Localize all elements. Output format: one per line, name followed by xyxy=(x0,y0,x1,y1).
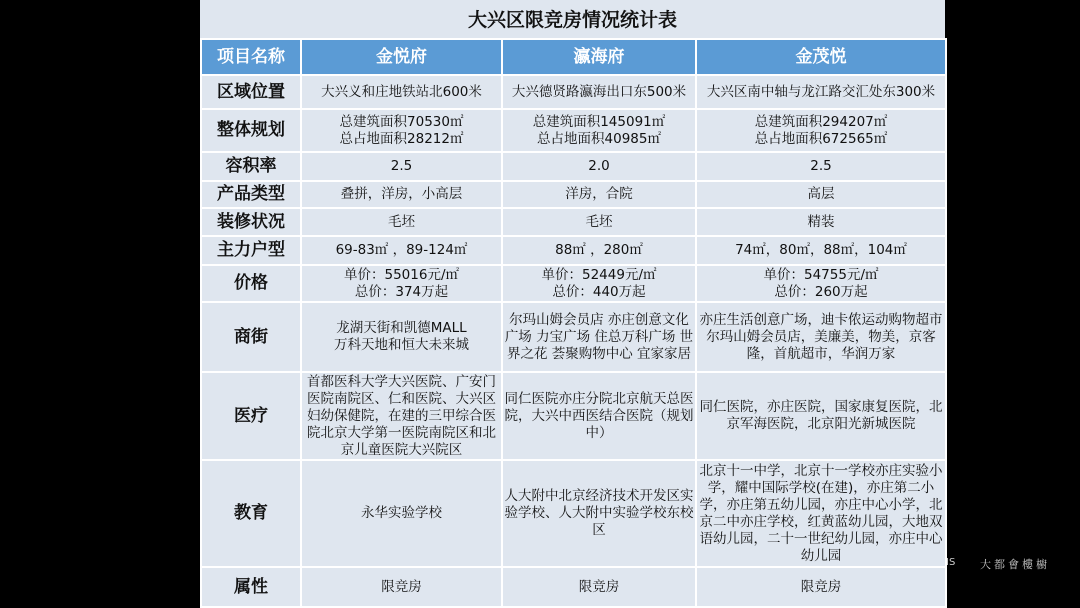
cell-text: 首都医科大学大兴医院、广安门医院南院区、仁和医院、大兴区妇幼保健院，在建的三甲综合医院北京大学第一医院南院区和北京儿童医院大兴院区 xyxy=(307,373,496,458)
table-row xyxy=(201,181,946,208)
cell-text: 单价：54755元/㎡ xyxy=(763,266,879,283)
row-label: 教育 xyxy=(201,460,301,567)
cell-text: 总占地面积672565㎡ xyxy=(754,130,888,147)
table-cell xyxy=(301,75,502,109)
table-cell xyxy=(502,372,696,460)
row-label: 区域位置 xyxy=(201,75,301,109)
cell-text: 大兴义和庄地铁站北600米 xyxy=(321,83,482,100)
row-label: 容积率 xyxy=(201,152,301,181)
table-cell xyxy=(301,208,502,236)
table-cell xyxy=(502,181,696,208)
table-cell xyxy=(301,236,502,265)
cell-text: 高层 xyxy=(807,186,835,202)
table-row xyxy=(201,460,946,567)
table-cell xyxy=(301,567,502,607)
slide xyxy=(200,0,945,606)
table-cell xyxy=(301,109,502,152)
table-cell xyxy=(502,265,696,302)
watermark-logo: 大都會樓櫥 xyxy=(980,558,1050,571)
cell-text: 永华实验学校 xyxy=(361,505,442,521)
table-row xyxy=(201,372,946,460)
table-cell xyxy=(301,372,502,460)
watermark-text: IS xyxy=(946,557,956,568)
header-row xyxy=(201,39,946,75)
table-cell xyxy=(696,567,946,607)
cell-text: 同仁医院，亦庄医院，国家康复医院，北京军海医院，北京阳光新城医院 xyxy=(699,399,943,432)
cell-text: 69-83㎡ ，89-124㎡ xyxy=(335,242,468,258)
cell-text: 毛坯 xyxy=(388,213,415,230)
cell-text: 总建筑面积294207㎡ xyxy=(754,113,888,130)
table-row xyxy=(201,109,946,152)
cell-text: 2.5 xyxy=(810,158,832,174)
table-cell xyxy=(502,460,696,567)
table-cell xyxy=(301,265,502,302)
cell-text: 大兴德贤路瀛海出口东500米 xyxy=(511,83,687,100)
row-label: 属性 xyxy=(201,567,301,607)
cell-text: 总建筑面积145091㎡ xyxy=(532,113,666,130)
cell-text: 总价：374万起 xyxy=(354,283,449,300)
cell-text: 88㎡ ，280㎡ xyxy=(555,242,643,258)
cell-text: 限竞房 xyxy=(800,578,842,595)
cell-text: 北京十一中学，北京十一学校亦庄实验小学，耀中国际学校(在建)，亦庄第二小学，亦庄第五幼儿园，亦庄中心小学，北京二中亦庄学校，红黄蓝幼儿园，大地双语幼儿园，二十一世纪幼儿园，亦庄中心幼儿园 xyxy=(699,462,943,564)
table-cell xyxy=(696,208,946,236)
cell-text: 单价：55016元/㎡ xyxy=(344,266,459,283)
table-cell xyxy=(502,567,696,607)
table-cell xyxy=(502,152,696,181)
table-row xyxy=(201,208,946,236)
cell-text: 人大附中北京经济技术开发区实验学校、人大附中实验学校东校区 xyxy=(504,488,694,538)
table-cell xyxy=(301,302,502,372)
table-cell xyxy=(502,302,696,372)
table-cell xyxy=(301,460,502,567)
cell-text: 总建筑面积70530㎡ xyxy=(339,113,464,130)
cell-text: 叠拼，洋房，小高层 xyxy=(340,186,463,202)
header-project: 瀛海府 xyxy=(502,39,696,75)
cell-text: 毛坯 xyxy=(585,213,613,230)
table-row xyxy=(201,567,946,607)
cell-text: 限竞房 xyxy=(381,578,422,595)
table-cell xyxy=(696,372,946,460)
cell-text: 龙湖天街和凯德MALL xyxy=(336,320,467,336)
table-row xyxy=(201,152,946,181)
table-cell xyxy=(696,181,946,208)
row-label: 整体规划 xyxy=(201,109,301,152)
table-cell xyxy=(696,109,946,152)
cell-text: 总价：260万起 xyxy=(774,283,868,300)
table-cell xyxy=(696,302,946,372)
table-cell xyxy=(301,181,502,208)
row-label: 医疗 xyxy=(201,372,301,460)
cell-text: 限竞房 xyxy=(578,578,620,595)
table-row xyxy=(201,236,946,265)
row-label: 产品类型 xyxy=(201,181,301,208)
cell-text: 精装 xyxy=(807,213,835,230)
table-row xyxy=(201,265,946,302)
table-cell xyxy=(696,236,946,265)
header-project: 金悦府 xyxy=(301,39,502,75)
header-label: 项目名称 xyxy=(201,39,301,75)
cell-text: 亦庄生活创意广场，迪卡侬运动购物超市尔玛山姆会员店，美廉美，物美，京客隆，首航超市，华润万家 xyxy=(699,311,943,362)
cell-text: 总价：440万起 xyxy=(552,283,646,300)
cell-text: 大兴区南中轴与龙江路交汇处东300米 xyxy=(706,83,936,100)
table-cell xyxy=(696,75,946,109)
cell-text: 尔玛山姆会员店 亦庄创意文化广场 力宝广场 住总万科广场 世界之花 荟聚购物中心 宜家家居 xyxy=(504,311,694,362)
row-label: 主力户型 xyxy=(201,236,301,265)
table-row xyxy=(201,302,946,372)
table-cell xyxy=(696,460,946,567)
cell-text: 单价：52449元/㎡ xyxy=(541,266,657,283)
table-title: 大兴区限竞房情况统计表 xyxy=(467,9,677,31)
cell-text: 洋房，合院 xyxy=(565,186,633,202)
cell-text: 2.5 xyxy=(390,158,413,174)
table-row xyxy=(201,75,946,109)
table-cell xyxy=(696,152,946,181)
table-cell xyxy=(502,75,696,109)
cell-text: 总占地面积28212㎡ xyxy=(339,130,464,147)
cell-text: 2.0 xyxy=(588,158,610,174)
table-cell xyxy=(696,265,946,302)
cell-text: 74㎡，80㎡，88㎡，104㎡ xyxy=(735,242,907,258)
table-cell xyxy=(502,208,696,236)
statistics-table xyxy=(200,38,947,608)
table-cell xyxy=(301,152,502,181)
row-label: 装修状况 xyxy=(201,208,301,236)
row-label: 商街 xyxy=(201,302,301,372)
table-cell xyxy=(502,109,696,152)
header-project: 金茂悦 xyxy=(696,39,946,75)
cell-text: 同仁医院亦庄分院北京航天总医院，大兴中西医结合医院（规划中） xyxy=(504,390,694,441)
table-cell xyxy=(502,236,696,265)
row-label: 价格 xyxy=(201,265,301,302)
cell-text: 总占地面积40985㎡ xyxy=(537,130,661,147)
cell-text: 万科天地和恒大未来城 xyxy=(334,337,469,353)
